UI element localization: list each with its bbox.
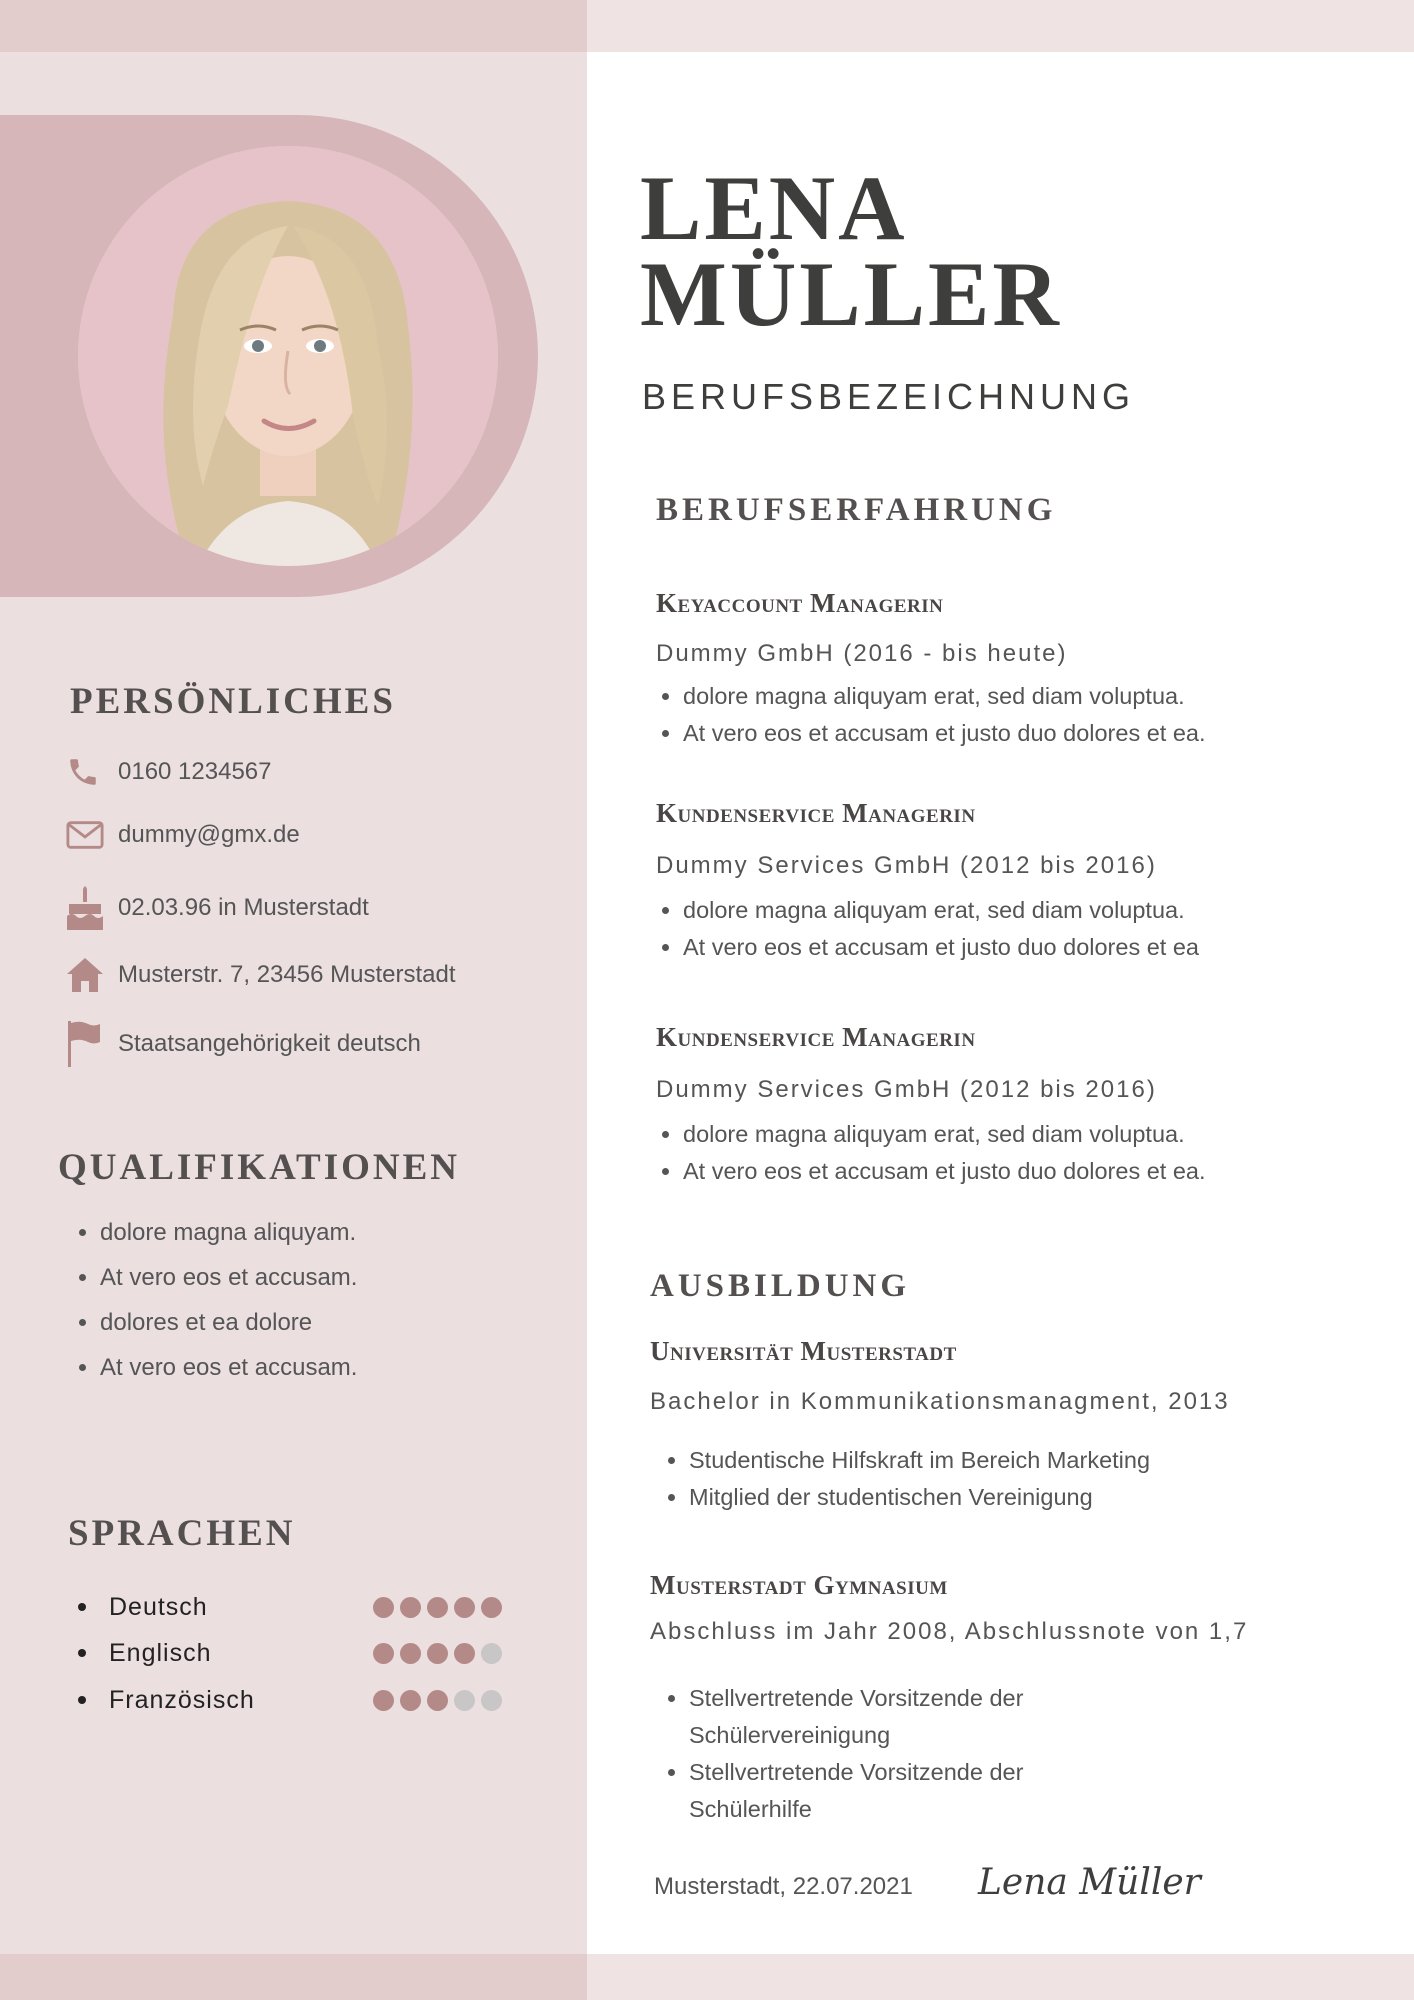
language-name: Französisch [109, 1685, 255, 1714]
first-name: LENA [640, 157, 908, 259]
contact-address [66, 951, 566, 999]
level-dot-filled [400, 1690, 421, 1711]
level-dot-filled [373, 1597, 394, 1618]
language-row-franzoesisch [78, 1677, 518, 1723]
level-dot-empty [481, 1643, 502, 1664]
languages-heading: SPRACHEN [68, 1513, 296, 1554]
job-role: Kundenservice Managerin [656, 798, 976, 828]
contact-nationality [66, 1020, 566, 1068]
job-bullets [656, 678, 1206, 752]
level-dots [373, 1643, 502, 1664]
level-dot-filled [373, 1643, 394, 1664]
level-dots [373, 1690, 502, 1711]
top-band-right [587, 0, 1414, 52]
language-row-englisch [78, 1630, 518, 1676]
job-company: Dummy Services GmbH (2012 bis 2016) [656, 1076, 1157, 1103]
level-dot-filled [373, 1690, 394, 1711]
bullet [78, 1649, 86, 1657]
level-dots [373, 1597, 502, 1618]
level-dot-filled [400, 1643, 421, 1664]
school-name: Musterstadt Gymnasium [650, 1570, 948, 1600]
list-item: • dolore magna aliquyam erat, sed diam voluptua. [683, 1116, 1206, 1153]
level-dot-filled [400, 1597, 421, 1618]
list-item: • At vero eos et accusam. [100, 1255, 357, 1300]
list-item: • dolore magna aliquyam erat, sed diam voluptua. [683, 678, 1206, 715]
email-address: dummy@gmx.de [118, 821, 300, 848]
nationality: Staatsangehörigkeit deutsch [118, 1030, 421, 1057]
language-row-deutsch [78, 1584, 518, 1630]
qualifications-list [60, 1210, 357, 1390]
bullet [78, 1603, 86, 1611]
job-role: Keyaccount Managerin [656, 588, 944, 618]
last-name: MÜLLER [640, 243, 1062, 345]
job-bullets [656, 1116, 1206, 1190]
degree: Abschluss im Jahr 2008, Abschlussnote von 1,7 [650, 1618, 1249, 1645]
signature: Lena Müller [978, 1862, 1201, 1903]
bottom-band-left [0, 1954, 587, 2000]
job-title: BERUFSBEZEICHNUNG [642, 376, 1136, 417]
personal-heading: PERSÖNLICHES [70, 681, 396, 722]
list-item: • At vero eos et accusam et justo duo dolores et ea. [683, 1153, 1206, 1190]
education-heading: AUSBILDUNG [650, 1268, 911, 1304]
school-name: Universität Musterstadt [650, 1336, 957, 1366]
contact-phone [66, 748, 566, 796]
job-company: Dummy Services GmbH (2012 bis 2016) [656, 852, 1157, 879]
phone-icon [66, 750, 104, 794]
mail-icon [66, 813, 104, 857]
list-item: • Stellvertretende Vorsitzende der Schülervereinigung [689, 1680, 1109, 1754]
job-company: Dummy GmbH (2016 - bis heute) [656, 640, 1068, 667]
education-bullets [662, 1442, 1150, 1516]
job-role: Kundenservice Managerin [656, 1022, 976, 1052]
postal-address: Musterstr. 7, 23456 Musterstadt [118, 961, 456, 988]
list-item: • Mitglied der studentischen Vereinigung [689, 1479, 1150, 1516]
list-item: • dolores et ea dolore [100, 1300, 357, 1345]
language-name: Englisch [109, 1638, 212, 1667]
bullet [78, 1696, 86, 1704]
top-band-left [0, 0, 587, 52]
list-item: • Stellvertretende Vorsitzende der Schülerhilfe [689, 1754, 1109, 1828]
list-item: • At vero eos et accusam et justo duo dolores et ea. [683, 715, 1206, 752]
list-item: • dolore magna aliquyam. [100, 1210, 357, 1255]
level-dot-empty [454, 1690, 475, 1711]
home-icon [66, 953, 104, 997]
level-dot-empty [481, 1690, 502, 1711]
language-name: Deutsch [109, 1592, 208, 1621]
full-name [640, 157, 1062, 345]
list-item: • dolore magna aliquyam erat, sed diam voluptua. [683, 892, 1199, 929]
list-item: • At vero eos et accusam et justo duo dolores et ea [683, 929, 1199, 966]
level-dot-filled [481, 1597, 502, 1618]
level-dot-filled [454, 1643, 475, 1664]
phone-number: 0160 1234567 [118, 758, 272, 785]
list-item: • Studentische Hilfskraft im Bereich Marketing [689, 1442, 1150, 1479]
education-bullets [662, 1680, 1109, 1828]
portrait-photo [78, 146, 498, 566]
level-dot-filled [427, 1597, 448, 1618]
birthday-cake-icon [66, 886, 104, 930]
list-item: • At vero eos et accusam. [100, 1345, 357, 1390]
qualifications-heading: QUALIFIKATIONEN [58, 1147, 461, 1188]
flag-icon [66, 1022, 104, 1066]
experience-heading: BERUFSERFAHRUNG [656, 492, 1057, 528]
degree: Bachelor in Kommunikationsmanagment, 2013 [650, 1388, 1230, 1415]
level-dot-filled [427, 1690, 448, 1711]
place-and-date: Musterstadt, 22.07.2021 [654, 1873, 913, 1900]
level-dot-filled [454, 1597, 475, 1618]
contact-email [66, 811, 566, 859]
contact-birthday [66, 884, 566, 932]
level-dot-filled [427, 1643, 448, 1664]
birth-date-place: 02.03.96 in Musterstadt [118, 894, 369, 921]
job-bullets [656, 892, 1199, 966]
bottom-band-right [587, 1954, 1414, 2000]
